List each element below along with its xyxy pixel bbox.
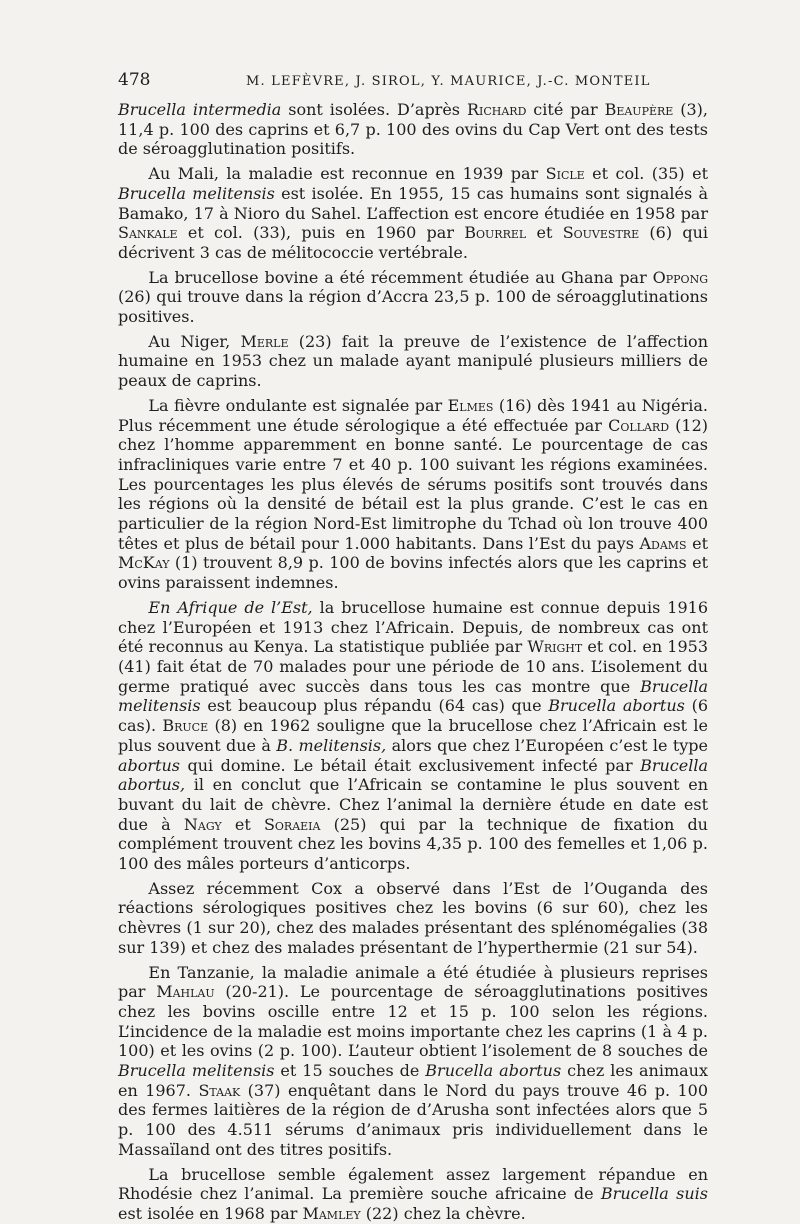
paragraph-uganda	[118, 879, 708, 958]
paragraph-mali	[118, 164, 708, 263]
text-run: (3), 11,4 p. 100 des caprins et 6,7 p. 100 des ovins du Cap Vert ont des tests de séroagglutination positifs.	[118, 100, 708, 159]
text-run: (12) chez l’homme apparemment en bonne santé. Le pourcentage de cas infracliniques varie entre 7 et 40 p. 100 suivant les régions examinées. Les pourcentages les plus élevés de sérums positifs sont trouvés dans les régions où la densité de bétail est la plus grande. C’est le cas en particulier de la région Nord-Est limitrophe du Tchad où lon trouve 400 têtes et plus de bétail pour 1.000 habitants. Dans l’Est du pays	[118, 415, 708, 553]
text-run: (26) qui trouve dans la région d’Accra 23,5 p. 100 de séroagglutinations positives.	[118, 287, 708, 327]
paragraph-tanzania	[118, 963, 708, 1160]
text-run: et	[221, 814, 264, 834]
text-run: (22) chez la chèvre.	[360, 1203, 526, 1223]
text-run: est isolée en 1968 par	[118, 1203, 303, 1223]
text-run: (6 cas).	[118, 696, 708, 736]
author-name: Mamley	[302, 1203, 361, 1223]
text-run: (37) enquêtant dans le Nord du pays trouve 46 p. 100 des fermes laitières de la région de d’Arusha sont infectées alors que 5 p. 100 des 4.511 sérums d’animaux pris individuellement dans le Massaïland ont des titres positifs.	[118, 1080, 709, 1159]
text-run: (23) fait la preuve de l’existence de l’affection humaine en 1953 chez un malade ayant manipulé plusieurs milliers de peaux de caprins.	[118, 331, 708, 391]
text-run: Assez récemment Cox a observé dans l’Est de l’Ouganda des réactions sérologiques positives chez les bovins (6 sur 60), chez les chèvres (1 sur 20), chez des malades présentant des splénomégalies (38 sur 139) et chez des malades présentant de l’hyperthermie (21 sur 54).	[118, 878, 708, 957]
page-number: 478	[118, 70, 151, 90]
text-run: la brucellose humaine est connue depuis 1916 chez l’Européen et 1913 chez l’Africain. Depuis, de nombreux cas ont été reconnus au Kenya. La statistique publiée par	[118, 597, 708, 657]
text-run: et col. en 1953 (41) fait état de 70 malades pour une période de 10 ans. L’isolement du germe pratiqué avec succès dans tous les cas montre que	[118, 637, 709, 696]
italic-text: abortus	[118, 755, 181, 775]
author-name: Bourrel	[464, 223, 527, 243]
paragraph-east-africa	[118, 598, 708, 874]
text-run: est isolée. En 1955, 15 cas humains sont signalés à Bamako, 17 à Nioro du Sahel. L’affection est encore étudiée en 1958 par	[118, 183, 708, 223]
author-name: Bruce	[162, 716, 209, 736]
text-run: La fièvre ondulante est signalée par	[148, 395, 448, 415]
author-name: Sankale	[118, 223, 178, 243]
italic-text: Brucella melitensis	[118, 1061, 275, 1081]
author-name: Sicle	[545, 164, 585, 184]
italic-text: B. melitensis,	[276, 735, 387, 755]
italic-text: Brucella intermedia	[118, 100, 282, 119]
paragraph-ghana	[118, 268, 708, 327]
author-name: Elmes	[447, 395, 494, 415]
text-run: et	[526, 223, 563, 243]
author-name: Wright	[527, 637, 583, 657]
text-run: (1) trouvent 8,9 p. 100 de bovins infectés alors que les caprins et ovins paraissent indemnes.	[118, 553, 708, 593]
paragraph-continuation	[118, 100, 708, 159]
running-head-authors: M. LEFÈVRE, J. SIROL, Y. MAURICE, J.-C. MONTEIL	[246, 74, 651, 89]
text-run: (8) en 1962 souligne que la brucellose chez l’Africain est le plus souvent due à	[118, 716, 708, 755]
author-name: Merle	[240, 331, 289, 351]
paragraph-nigeria	[118, 396, 708, 593]
text-run: (20-21). Le pourcentage de séroagglutinations positives chez les bovins oscille entre 12 et 15 p. 100 selon les régions. L’incidence de la maladie est moins importante chez les caprins (1 à 4 p. 100) et les ovins (2 p. 100). L’auteur obtient l’isolement de 8 souches de	[118, 982, 708, 1061]
body-text	[118, 100, 708, 1224]
text-run: (16) dès 1941 au Nigéria. Plus récemment une étude sérologique a été effectuée par	[118, 395, 709, 435]
running-head	[118, 70, 708, 100]
text-run: alors que chez l’Européen c’est le type	[386, 735, 708, 755]
author-name: Soraeia	[263, 814, 321, 834]
text-run: sont isolées. D’après	[281, 100, 467, 119]
italic-text: Brucella abortus	[425, 1061, 562, 1081]
text-run: est beaucoup plus répandu (64 cas) que	[200, 696, 549, 716]
text-run: En Tanzanie, la maladie animale a été étudiée à plusieurs reprises par	[118, 962, 708, 1002]
text-run: et 15 souches de	[274, 1061, 426, 1081]
author-name: Richard	[466, 100, 527, 119]
author-name: Souvestre	[562, 223, 640, 243]
text-run: et col. (33), puis en 1960 par	[177, 223, 465, 243]
text-run: Au Niger,	[148, 331, 241, 351]
author-name: Beaupère	[604, 100, 674, 119]
author-name: Mahlau	[156, 982, 215, 1002]
author-name: Staak	[198, 1080, 241, 1100]
italic-text: Brucella suis	[600, 1184, 709, 1204]
text-run: (25) qui par la technique de fixation du complément trouvent chez les bovins 4,35 p. 100 des femelles et 1,06 p. 100 des mâles porteurs d’anticorps.	[118, 814, 708, 874]
text-run: La brucellose bovine a été récemment étudiée au Ghana par	[148, 267, 653, 287]
author-name: Collard	[608, 415, 670, 435]
text-run: chez les animaux en 1967.	[118, 1061, 708, 1100]
text-run: qui domine. Le bétail était exclusivement infecté par	[180, 755, 641, 775]
text-run: (6) qui décrivent 3 cas de mélitococcie vertébrale.	[118, 223, 708, 262]
author-name: Nagy	[183, 814, 222, 834]
text-run: et	[686, 533, 708, 553]
journal-page	[118, 70, 708, 1224]
italic-text: Brucella abortus	[548, 696, 685, 716]
paragraph-niger	[118, 332, 708, 391]
text-run: et col. (35) et	[584, 164, 708, 184]
text-run: La brucellose semble également assez largement répandue en Rhodésie chez l’animal. La première souche africaine de	[118, 1164, 708, 1204]
text-run: il en conclut que l’Africain se contamine le plus souvent en buvant du lait de chèvre. Chez l’animal la dernière étude en date est due à	[118, 775, 708, 834]
italic-text: Brucella melitensis	[118, 183, 275, 203]
author-name: Adams	[639, 533, 687, 553]
italic-text: Brucella melitensis	[118, 676, 708, 716]
text-run: cité par	[526, 100, 605, 119]
author-name: Oppong	[652, 267, 708, 287]
italic-text: Brucella abortus,	[118, 755, 708, 795]
paragraph-rhodesia	[118, 1165, 708, 1224]
italic-text: En Afrique de l’Est,	[148, 597, 313, 617]
text-run: Au Mali, la maladie est reconnue en 1939 par	[148, 164, 546, 184]
author-name: McKay	[118, 553, 170, 573]
